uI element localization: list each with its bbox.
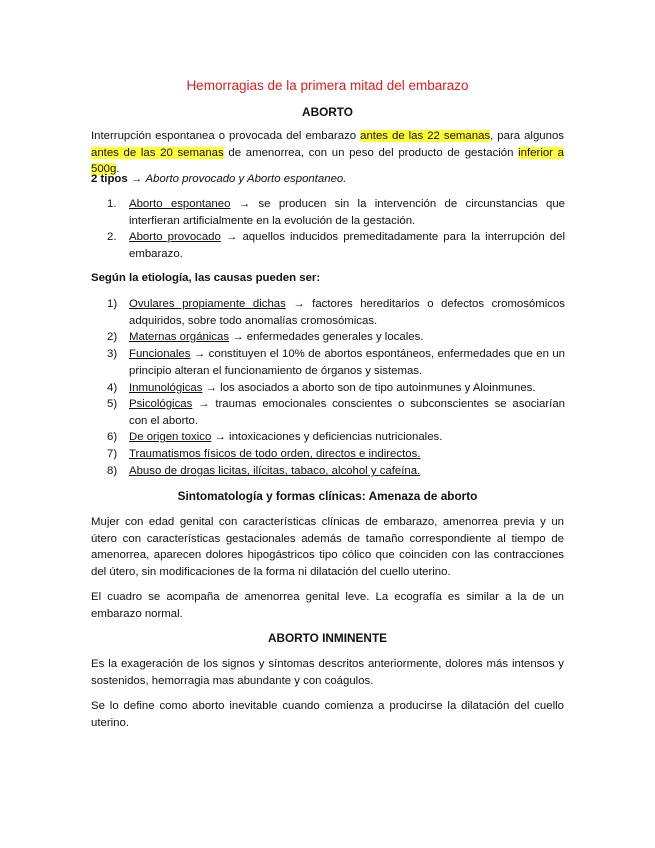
list-item: 1. Aborto espontaneo → se producen sin la intervención de circunstancias que interfieran artificialmente en la evolución de la gestación. (107, 198, 566, 227)
document-title: Hemorragias de la primera mitad del embarazo (186, 78, 469, 93)
highlight-22-semanas: antes de las 22 semanas (360, 130, 491, 142)
etiologia-heading: Según la etiología, las causas pueden ser: (91, 272, 321, 284)
list-item: 3) Funcionales → constituyen el 10% de abortos espontáneos, enfermedades que en un principio alteran el funcionamiento de órganos y sistemas. (107, 348, 565, 377)
tipos-text: Aborto provocado y Aborto espontaneo. (145, 173, 347, 185)
highlight-500g: inferior a 500g (91, 146, 564, 175)
inminente-paragraph-2: Se lo define como aborto inevitable cuando comienza a producirse la dilatación del cuello uterino. (91, 700, 564, 729)
aborto-heading: ABORTO (302, 105, 353, 119)
list-item: 8) Abuso de drogas licitas, ilícitas, tabaco, alcohol y cafeína. (107, 465, 421, 477)
list-item: 7) Traumatismos físicos de todo orden, directos e indirectos. (107, 448, 421, 460)
tipos-label: 2 tipos (91, 173, 128, 185)
list-item: 2) Maternas orgánicas → enfermedades generales y locales. (107, 331, 424, 343)
list-item: 4) Inmunológicas → los asociados a aborto son de tipo autoinmunes y Aloinmunes. (107, 382, 536, 394)
list-item: 5) Psicológicas → traumas emocionales conscientes o subconscientes se asociarían con el aborto. (107, 398, 565, 427)
sintomatologia-paragraph-2: El cuadro se acompaña de amenorrea genital leve. La ecografía es similar a la de un embarazo normal. (91, 591, 564, 620)
list-item: 2. Aborto provocado → aquellos inducidos premeditadamente para la interrupción del embarazo. (107, 231, 565, 260)
highlight-20-semanas: antes de las 20 semanas (91, 146, 224, 159)
sintomatologia-heading: Sintomatología y formas clínicas: Amenaza de aborto (177, 489, 478, 503)
list-item: 6) De origen toxico → intoxicaciones y deficiencias nutricionales. (107, 431, 443, 443)
inminente-heading: ABORTO INMINENTE (267, 631, 388, 645)
intro-paragraph: Interrupción espontanea o provocada del embarazo antes de las 22 semanas, para algunos antes de las 20 semanas de amenorrea, con un peso del producto de gestación inferior a 500g. (91, 130, 564, 175)
sintomatologia-paragraph-1: Mujer con edad genital con características clínicas de embarazo, amenorrea previa y un útero con características gestacionales además de tamaño correspondiente al tiempo de amenorrea, aparecen dolores hipogástricos tipo cólico que coinciden con las contracciones del útero, sin modificaciones de la forma ni dilatación del cuello uterino. (91, 516, 564, 578)
tipos-line: 2 tipos → Aborto provocado y Aborto espontaneo. (91, 173, 347, 185)
inminente-paragraph-1: Es la exageración de los signos y síntomas descritos anteriormente, dolores más intensos y sostenidos, hemorragia mas abundante y con coágulos. (91, 658, 564, 687)
list-item: 1) Ovulares propiamente dichas → factores hereditarios o defectos cromosómicos adquiridos, sobre todo anomalías cromosómicas. (107, 298, 565, 327)
